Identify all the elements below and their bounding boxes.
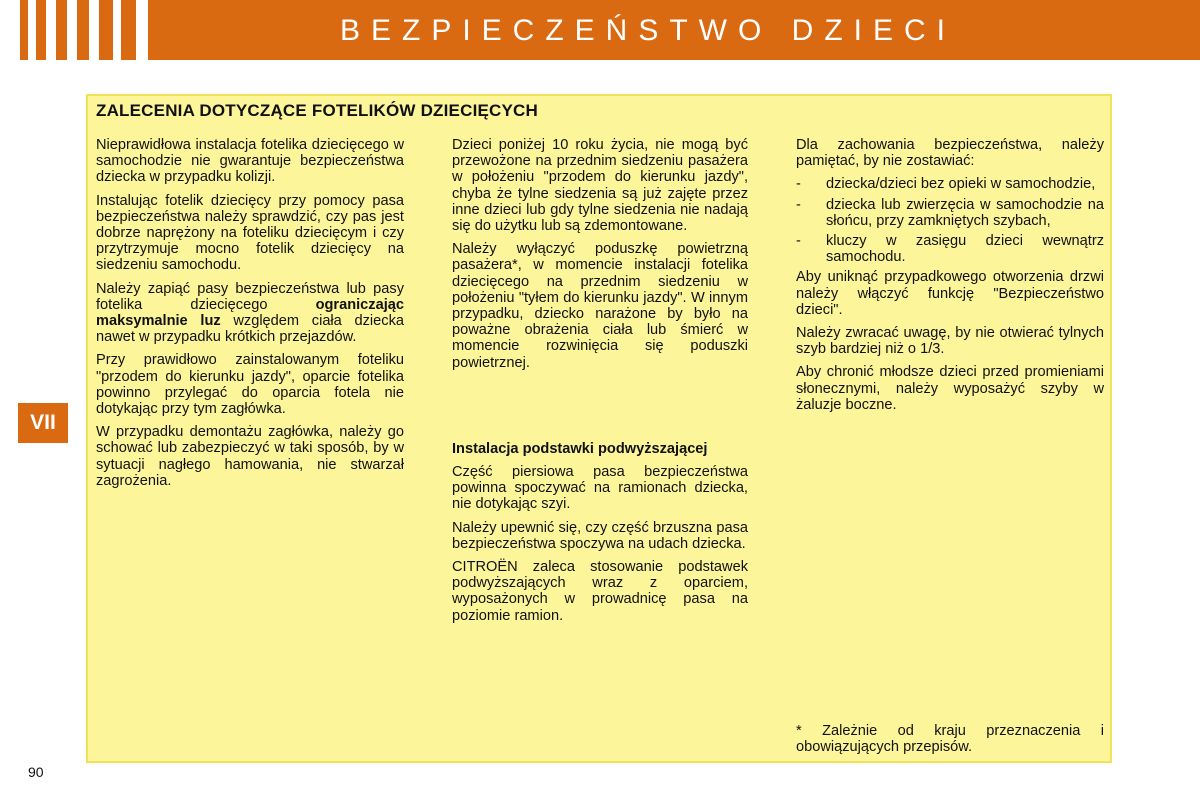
paragraph: Przy prawidłowo zainstalowanym foteliku "przodem do kierunku jazdy", oparcie fotelika powinno przylegać do oparcia fotela nie dotykając przy tym zagłówka. bbox=[96, 352, 404, 418]
header-stripe bbox=[77, 0, 89, 60]
bullet-dash: - bbox=[796, 233, 801, 250]
bullet-dash: - bbox=[796, 176, 801, 193]
paragraph: Należy upewnić się, czy część brzuszna pasa bezpieczeństwa spoczywa na udach dziecka. bbox=[452, 519, 748, 552]
subheading: Instalacja podstawki podwyższającej bbox=[452, 440, 708, 457]
footnote: * Zależnie od kraju przeznaczenia i obowiązujących przepisów. bbox=[796, 723, 1104, 756]
list-item-text: dziecka lub zwierzęcia w samochodzie na słońcu, przy zamkniętych szybach, bbox=[826, 196, 1104, 229]
paragraph: Należy zwracać uwagę, by nie otwierać tylnych szyb bardziej niż o 1/3. bbox=[796, 325, 1104, 358]
bullet-dash: - bbox=[796, 196, 801, 213]
section-title: ZALECENIA DOTYCZĄCE FOTELIKÓW DZIECIĘCYCH bbox=[96, 101, 539, 120]
paragraph: Dzieci poniżej 10 roku życia, nie mogą być przewożone na przednim siedzeniu pasażera w położeniu "przodem do kierunku jazdy", chyba że tylne siedzenia są już zajęte przez inne dzieci lub gdy tylne siedzenia nie nadają się do użytku lub są zdemontowane. bbox=[452, 137, 748, 235]
list-item-text: dziecka/dzieci bez opieki w samochodzie, bbox=[826, 176, 1096, 193]
header-stripe bbox=[99, 0, 113, 60]
spacer bbox=[452, 378, 748, 441]
list-item bbox=[796, 176, 1104, 192]
column-1 bbox=[96, 137, 404, 496]
header-stripe bbox=[20, 0, 28, 60]
paragraph: CITROËN zaleca stosowanie podstawek podwyższających wraz z oparciem, wyposażonych w prowadnicę pasa na poziomie ramion. bbox=[452, 559, 748, 624]
text-span: względem ciała dziecka nawet w przypadku krótkich przejazdów. bbox=[96, 313, 404, 346]
chapter-tab[interactable]: VII bbox=[18, 403, 68, 443]
paragraph: Należy wyłączyć poduszkę powietrzną pasażera*, w momencie instalacji fotelika dziecięcego na przednim siedzeniu w położeniu "tyłem do kierunku jazdy". W innym przypadku, dziecko narażone by było na poważne obrażenia ciała lub śmierć w momencie rozwinięcia się poduszki powietrznej. bbox=[452, 241, 748, 371]
column-2 bbox=[452, 137, 748, 631]
emphasis-text: ograniczając maksymalnie luz bbox=[96, 296, 404, 330]
paragraph: Aby uniknąć przypadkowego otworzenia drzwi należy włączyć funkcję "Bezpieczeństwo dzieci". bbox=[796, 269, 1104, 318]
list-item bbox=[796, 197, 1104, 229]
paragraph: W przypadku demontażu zagłówka, należy go schować lub zabezpieczyć w taki sposób, by w sytuacji nagłego hamowania, nie stwarzał zagrożenia. bbox=[96, 424, 404, 489]
column-3 bbox=[796, 137, 1104, 420]
header-stripe bbox=[36, 0, 46, 60]
paragraph bbox=[96, 281, 404, 346]
header-stripes bbox=[0, 0, 140, 60]
paragraph: Instalując fotelik dziecięcy przy pomocy pasa bezpieczeństwa należy sprawdzić, czy pas jest dobrze naprężony na foteliku dziecięcym i czy przytrzymuje mocno fotelik dziecięcy na siedzeniu samochodu. bbox=[96, 192, 404, 274]
paragraph: Część piersiowa pasa bezpieczeństwa powinna spoczywać na ramionach dziecka, nie dotykając szyi. bbox=[452, 464, 748, 513]
header-stripe bbox=[121, 0, 136, 60]
header-stripe bbox=[56, 0, 67, 60]
paragraph: Dla zachowania bezpieczeństwa, należy pamiętać, by nie zostawiać: bbox=[796, 137, 1104, 170]
page-title: BEZPIECZEŃSTWO DZIECI bbox=[339, 14, 957, 47]
paragraph: Aby chronić młodsze dzieci przed promieniami słonecznymi, należy wyposażyć szyby w żaluzje boczne. bbox=[796, 364, 1104, 413]
list-item-text: kluczy w zasięgu dzieci wewnątrz samochodu. bbox=[826, 233, 1104, 266]
list-item bbox=[796, 233, 1104, 265]
paragraph: Nieprawidłowa instalacja fotelika dziecięcego w samochodzie nie gwarantuje bezpieczeństwa dziecka w przypadku kolizji. bbox=[96, 137, 404, 186]
page-number: 90 bbox=[28, 764, 44, 780]
text-span: Należy zapiąć pasy bezpieczeństwa lub pasy fotelika dziecięcego bbox=[96, 280, 404, 313]
